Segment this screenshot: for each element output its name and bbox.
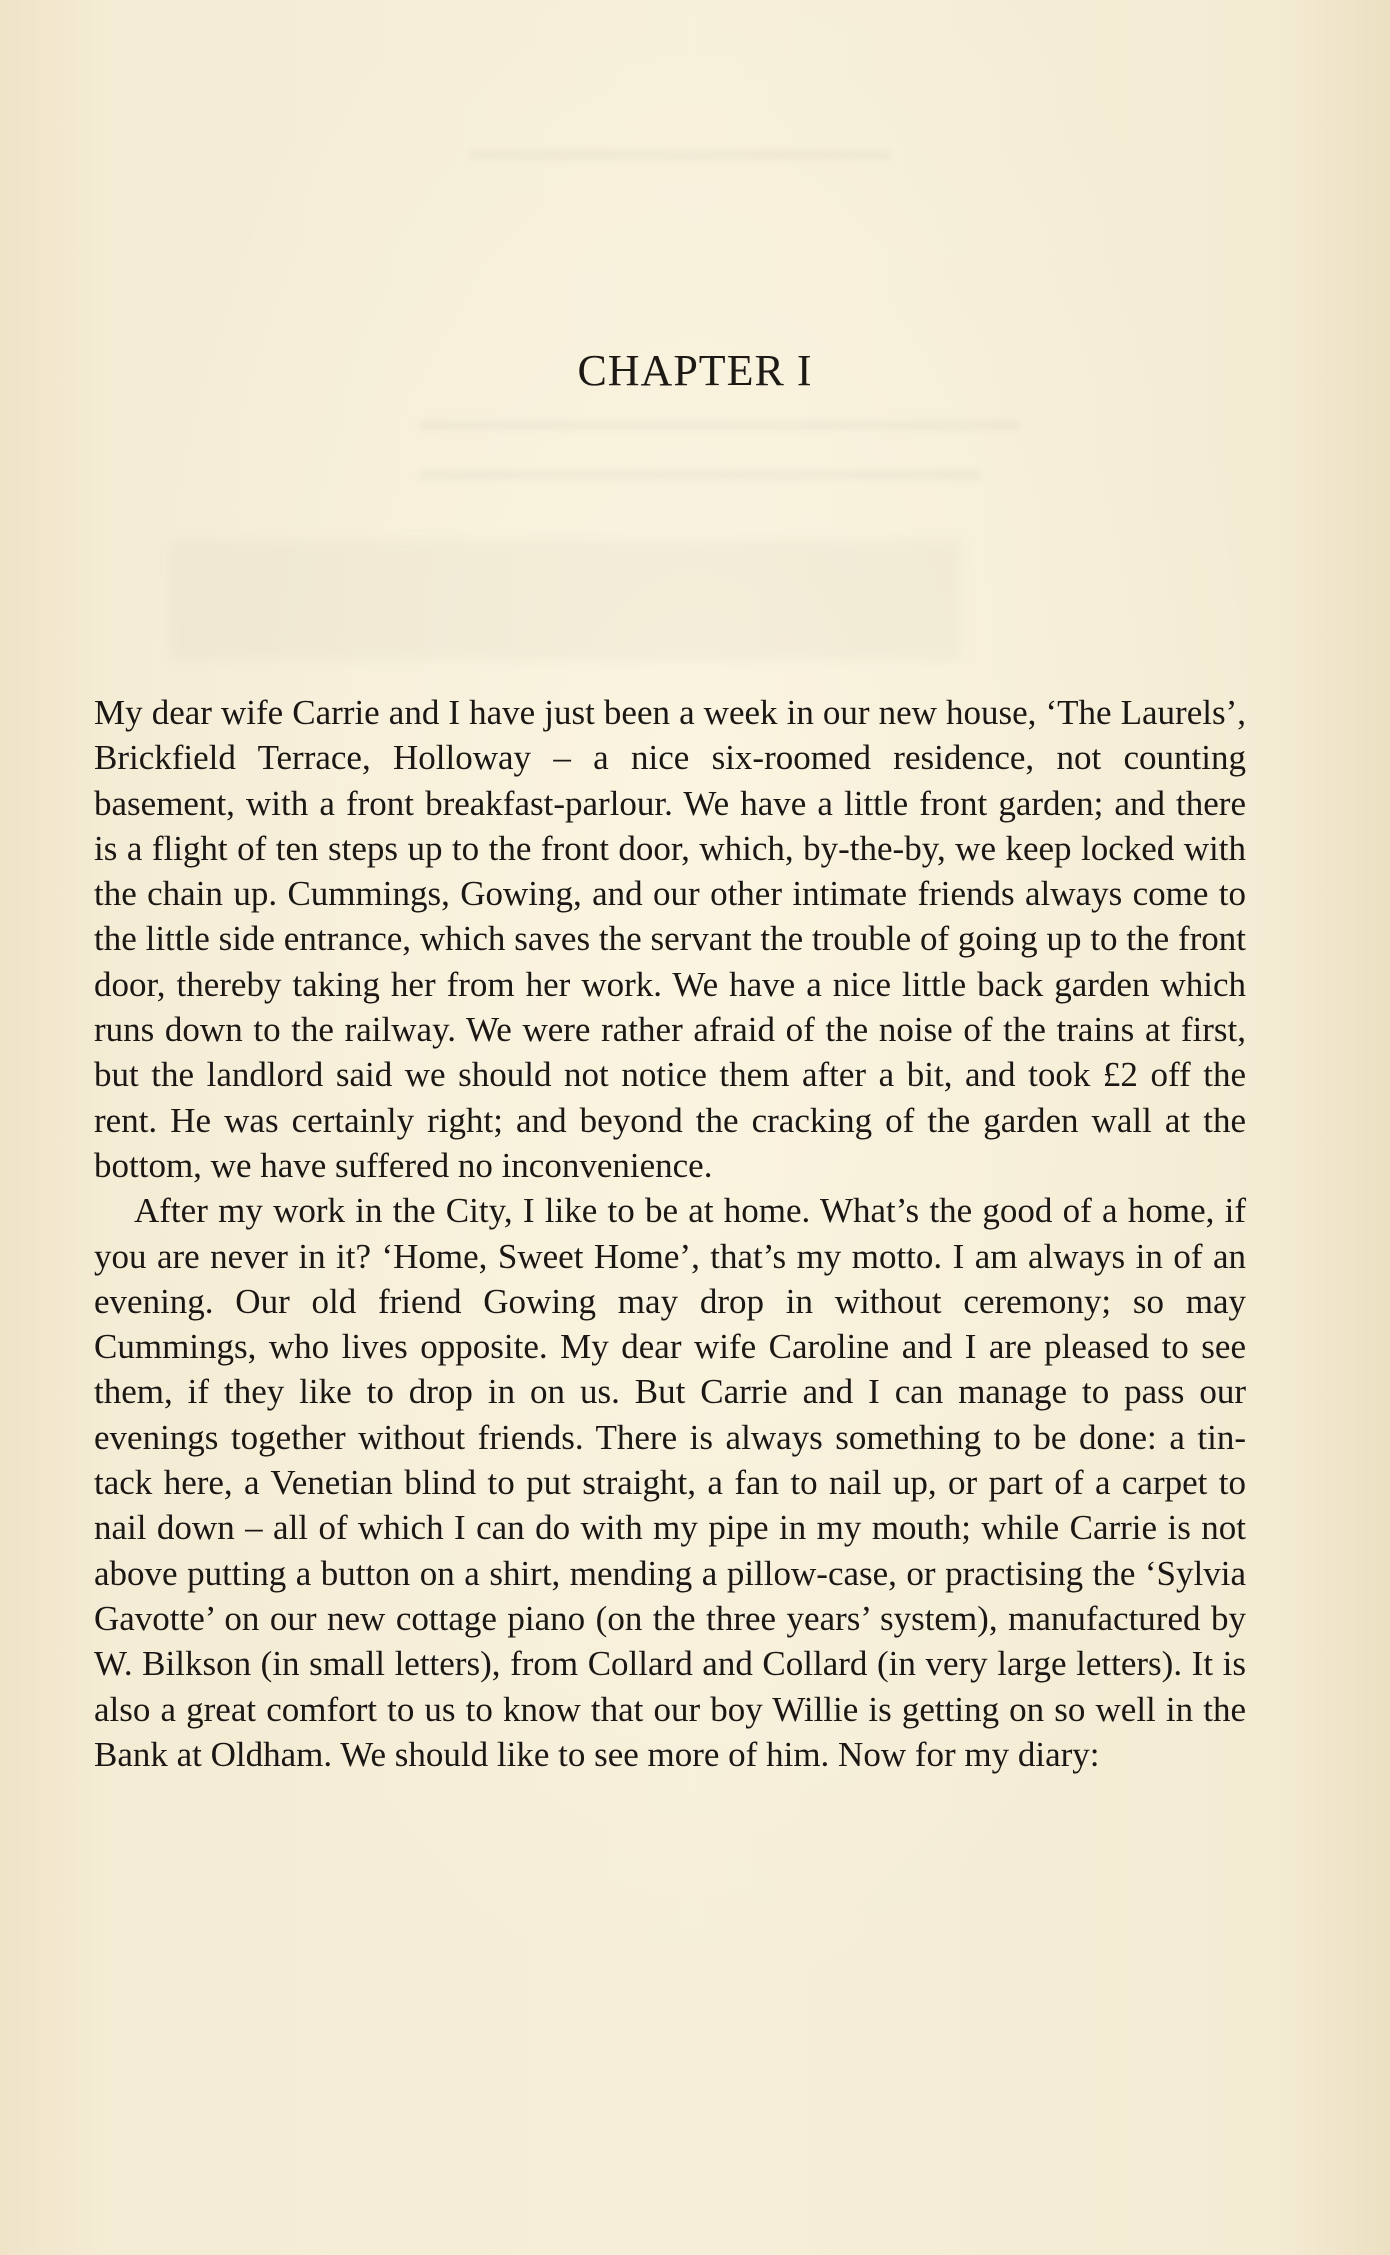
paper-show-through [420,470,980,480]
paper-show-through [470,150,890,160]
paper-show-through [170,540,960,660]
paper-show-through [420,420,1020,430]
paragraph: My dear wife Carrie and I have just been a week in our new house, ‘The Laurels’, Brickfield Terrace, Holloway – a nice six-roomed residence, not counting basement, with a front breakfast-parlour. We have a little front garden; and there is a flight of ten steps up to the front door, which, by-the-by, we keep locked with the chain up. Cummings, Gowing, and our other intimate friends always come to the little side entrance, which saves the servant the trouble of going up to the front door, thereby taking her from her work. We have a nice little back garden which runs down to the railway. We were rather afraid of the noise of the trains at first, but the landlord said we should not notice them after a bit, and took £2 off the rent. He was certainly right; and beyond the cracking of the garden wall at the bottom, we have suffered no inconvenience. [94,693,1246,1185]
chapter-heading: CHAPTER I [577,346,813,395]
paragraph: After my work in the City, I like to be at home. What’s the good of a home, if you are never in it? ‘Home, Sweet Home’, that’s my motto. I am always in of an evening. Our old friend Gowing may drop in without ceremony; so may Cummings, who lives opposite. My dear wife Caroline and I are pleased to see them, if they like to drop in on us. But Carrie and I can manage to pass our evenings together without friends. There is always something to be done: a tin-tack here, a Venetian blind to put straight, a fan to nail up, or part of a carpet to nail down – all of which I can do with my pipe in my mouth; while Carrie is not above putting a button on a shirt, mending a pillow-case, or practising the ‘Sylvia Gavotte’ on our new cottage piano (on the three years’ system), manufactured by W. Bilkson (in small letters), from Collard and Collard (in very large letters). It is also a great comfort to us to know that our boy Willie is getting on so well in the Bank at Oldham. We should like to see more of him. Now for my diary: [94,1191,1246,1774]
body-text [94,690,1246,1777]
